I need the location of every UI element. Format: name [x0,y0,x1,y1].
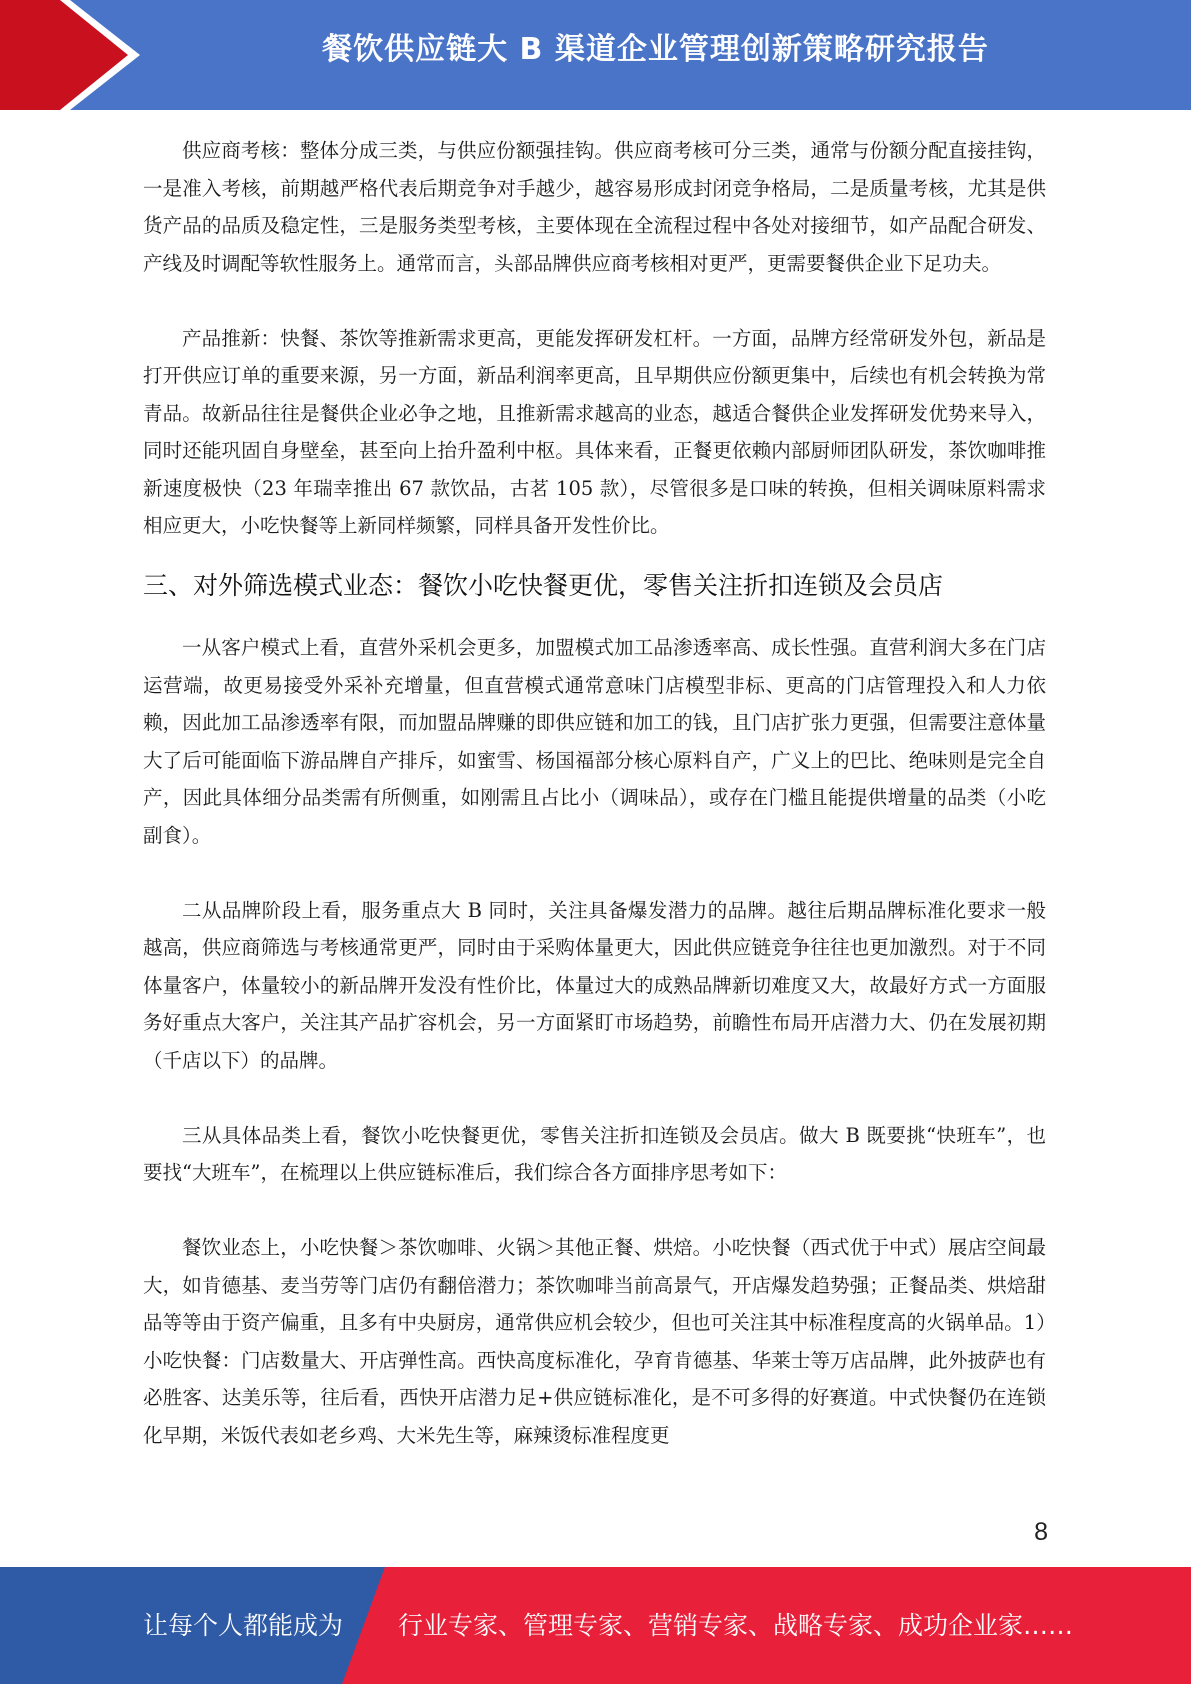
paragraph-product-innovation: 产品推新：快餐、茶饮等推新需求更高，更能发挥研发杠杆。一方面，品牌方经常研发外包，新品是打开供应订单的重要来源，另一方面，新品利润率更高，且早期供应份额更集中，后续也有机会转换为常青品。故新品往往是餐供企业必争之地，且推新需求越高的业态，越适合餐供企业发挥研发优势来导入，同时还能巩固自身壁垒，甚至向上抬升盈利中枢。具体来看，正餐更依赖内部厨师团队研发，茶饮咖啡推新速度极快（23 年瑞幸推出 67 款饮品，古茗 105 款），尽管很多是口味的转换，但相关调味原料需求相应更大，小吃快餐等上新同样频繁，同样具备开发性价比。 [143,326,1046,537]
header-arrow-icon [0,0,160,110]
section-heading: 三、对外筛选模式业态：餐饮小吃快餐更优，零售关注折扣连锁及会员店 [143,571,944,600]
paragraph-supplier-assessment: 供应商考核：整体分成三类，与供应份额强挂钩。供应商考核可分三类，通常与份额分配直接挂钩，一是准入考核，前期越严格代表后期竞争对手越少，越容易形成封闭竞争格局，二是质量考核，尤其是供货产品的品质及稳定性，三是服务类型考核，主要体现在全流程过程中各处对接细节，如产品配合研发、产线及时调配等软性服务上。通常而言，头部品牌供应商考核相对更严，更需要餐供企业下足功夫。 [143,139,1046,275]
report-title: 餐饮供应链大 B 渠道企业管理创新策略研究报告 [322,32,989,67]
paragraph-category: 三从具体品类上看，餐饮小吃快餐更优，零售关注折扣连锁及会员店。做大 B 既要挑“快班车”，也要找“大班车”，在梳理以上供应链标准后，我们综合各方面排序思考如下： [143,1123,1046,1184]
document-body [143,132,1046,1492]
page-header [0,0,1191,110]
paragraph-restaurant-formats: 餐饮业态上，小吃快餐＞茶饮咖啡、火锅＞其他正餐、烘焙。小吃快餐（西式优于中式）展店空间最大，如肯德基、麦当劳等门店仍有翻倍潜力；茶饮咖啡当前高景气，开店爆发趋势强；正餐品类、烘焙甜品等等由于资产偏重，且多有中央厨房，通常供应机会较少，但也可关注其中标准程度高的火锅单品。1）小吃快餐：门店数量大、开店弹性高。西快高度标准化，孕育肯德基、华莱士等万店品牌，此外披萨也有必胜客、达美乐等，往后看，西快开店潜力足+供应链标准化，是不可多得的好赛道。中式快餐仍在连锁化早期，米饭代表如老乡鸡、大米先生等，麻辣烫标准程度更 [143,1236,1046,1447]
footer-slogan-right: 行业专家、管理专家、营销专家、战略专家、成功企业家…… [398,1611,1074,1640]
paragraph-brand-stage: 二从品牌阶段上看，服务重点大 B 同时，关注具备爆发潜力的品牌。越往后期品牌标准化要求一般越高，供应商筛选与考核通常更严，同时由于采购体量更大，因此供应链竞争往往也更加激烈。对于不同体量客户，体量较小的新品牌开发没有性价比，体量过大的成熟品牌新切难度又大，故最好方式一方面服务好重点大客户，关注其产品扩容机会，另一方面紧盯市场趋势，前瞻性布局开店潜力大、仍在发展初期（千店以下）的品牌。 [143,898,1046,1072]
page-number: 8 [1034,1518,1048,1546]
footer-slogan-left: 让每个人都能成为 [143,1611,344,1640]
paragraph-customer-model: 一从客户模式上看，直营外采机会更多，加盟模式加工品渗透率高、成长性强。直营利润大多在门店运营端，故更易接受外采补充增量，但直营模式通常意味门店模型非标、更高的门店管理投入和人力依赖，因此加工品渗透率有限，而加盟品牌赚的即供应链和加工的钱，且门店扩张力更强，但需要注意体量大了后可能面临下游品牌自产排斥，如蜜雪、杨国福部分核心原料自产，广义上的巴比、绝味则是完全自产，因此具体细分品类需有所侧重，如刚需且占比小（调味品），或存在门槛且能提供增量的品类（小吃副食）。 [143,636,1046,847]
page-footer [0,1567,1191,1684]
